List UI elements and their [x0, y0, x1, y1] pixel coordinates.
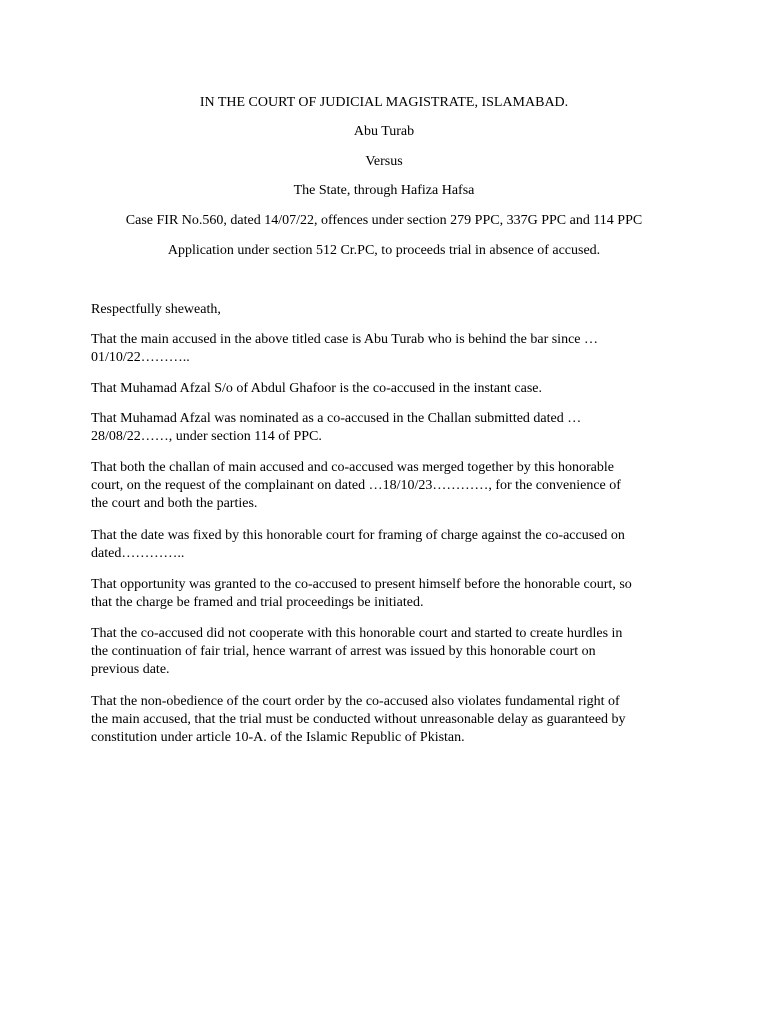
versus-label: Versus — [365, 154, 403, 169]
paragraph-line: constitution under article 10-A. of the Islamic Republic of Pkistan. — [91, 730, 465, 745]
paragraph-line: That the main accused in the above titled case is Abu Turab who is behind the bar since … — [91, 332, 598, 347]
paragraph-2 — [91, 380, 681, 398]
paragraph-line: That both the challan of main accused and co-accused was merged together by this honorable — [91, 460, 614, 475]
paragraph-line: dated………….. — [91, 546, 185, 561]
paragraph-line: the continuation of fair trial, hence warrant of arrest was issued by this honorable court on — [91, 644, 596, 659]
court-title: IN THE COURT OF JUDICIAL MAGISTRATE, ISLAMABAD. — [199, 95, 569, 110]
paragraph-line: That the non-obedience of the court order by the co-accused also violates fundamental right of — [91, 694, 620, 709]
application-line: Application under section 512 Cr.PC, to proceeds trial in absence of accused. — [167, 243, 601, 258]
paragraph-line: That Muhamad Afzal S/o of Abdul Ghafoor is the co-accused in the instant case. — [91, 381, 542, 396]
paragraph-4 — [91, 459, 681, 513]
paragraph-line: That the co-accused did not cooperate with this honorable court and started to create hurdles in — [91, 626, 623, 641]
petitioner-name: Abu Turab — [353, 124, 415, 139]
paragraph-6 — [91, 576, 681, 612]
paragraph-line: 28/08/22……, under section 114 of PPC. — [91, 429, 322, 444]
paragraph-line: That opportunity was granted to the co-accused to present himself before the honorable court, so — [91, 577, 632, 592]
paragraph-line: 01/10/22……….. — [91, 350, 190, 365]
paragraph-3 — [91, 410, 681, 446]
paragraph-line: previous date. — [91, 662, 170, 677]
paragraph-line: court, on the request of the complainant on dated …18/10/23…………, for the convenience of — [91, 478, 621, 493]
salutation: Respectfully sheweath, — [91, 302, 221, 317]
paragraph-5 — [91, 527, 681, 563]
respondent-name: The State, through Hafiza Hafsa — [293, 183, 475, 198]
paragraph-7 — [91, 625, 681, 679]
paragraph-1 — [91, 331, 681, 367]
paragraph-line: That the date was fixed by this honorable court for framing of charge against the co-accused on — [91, 528, 625, 543]
paragraph-line: the main accused, that the trial must be conducted without unreasonable delay as guaranteed by — [91, 712, 626, 727]
paragraph-8 — [91, 693, 681, 747]
paragraph-line: That Muhamad Afzal was nominated as a co-accused in the Challan submitted dated … — [91, 411, 582, 426]
paragraph-line: the court and both the parties. — [91, 496, 258, 511]
paragraph-line: that the charge be framed and trial proceedings be initiated. — [91, 595, 424, 610]
case-line: Case FIR No.560, dated 14/07/22, offences under section 279 PPC, 337G PPC and 114 PPC — [125, 213, 643, 228]
